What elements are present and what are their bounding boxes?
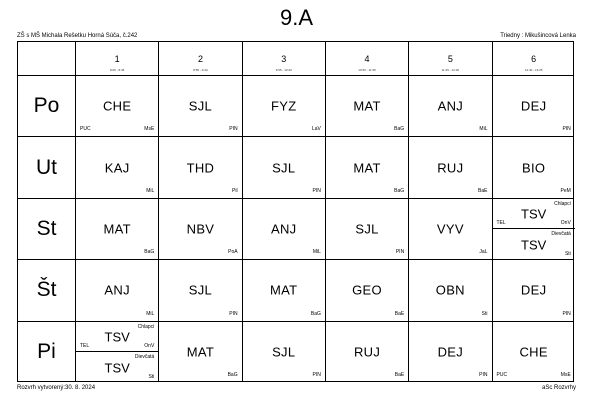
teacher-code: BaE xyxy=(394,310,405,317)
subject-code: DEJ xyxy=(520,282,547,298)
teacher-code: MsE xyxy=(560,371,571,378)
period-header xyxy=(325,42,408,75)
subject-code: BIO xyxy=(522,160,546,176)
subject-code: CHE xyxy=(102,98,132,114)
subject-code: MAT xyxy=(353,160,381,176)
teacher-code: BaG xyxy=(394,126,405,133)
day-cell xyxy=(18,199,75,259)
teacher-code: MiL xyxy=(146,187,155,194)
subject-code: NBV xyxy=(186,221,215,237)
day-name: Št xyxy=(36,278,57,302)
teacher-code: PIN xyxy=(229,126,238,133)
period-number: 5 xyxy=(447,54,453,64)
lesson-cell xyxy=(492,322,575,382)
period-header xyxy=(158,42,241,75)
subject-code: TSV xyxy=(104,360,130,376)
room-code: PUC xyxy=(496,371,508,378)
room-code: TEL xyxy=(496,219,506,226)
subject-code: VYV xyxy=(436,221,464,237)
lesson-cell xyxy=(492,137,575,197)
period-time: 8:00 - 8:45 xyxy=(109,68,125,72)
period-header xyxy=(408,42,491,75)
subject-code: CHE xyxy=(519,344,548,360)
group-name: Dievčatá xyxy=(134,353,155,360)
group-lesson-bottom xyxy=(76,352,158,382)
teacher-code: MiL xyxy=(146,310,155,317)
subject-code: TSV xyxy=(521,237,547,253)
subject-code: DEJ xyxy=(520,98,547,114)
group-name: Chlapci xyxy=(554,200,571,207)
teacher-code: BaG xyxy=(227,371,238,378)
lesson-cell xyxy=(242,137,325,197)
subject-code: RUJ xyxy=(353,344,381,360)
teacher-code: PIN xyxy=(479,371,488,378)
lesson-cell xyxy=(325,137,408,197)
group-name: Chlapci xyxy=(137,323,155,330)
subject-code: KAJ xyxy=(104,160,130,176)
day-cell xyxy=(18,322,75,382)
teacher-code: PoA xyxy=(228,249,238,256)
teacher-code: PIN xyxy=(229,310,238,317)
lesson-cell xyxy=(408,76,491,136)
subject-code: ANJ xyxy=(437,98,464,114)
lesson-cell xyxy=(492,199,575,259)
lesson-cell xyxy=(242,76,325,136)
day-row xyxy=(18,75,573,136)
school-name: ZŠ s MŠ Michala Rešetku Horná Súča, č.242 xyxy=(17,33,138,39)
subject-code: SJL xyxy=(272,344,296,360)
teacher-code: MiL xyxy=(479,126,488,133)
subject-code: TSV xyxy=(521,206,547,222)
subject-code: SJL xyxy=(272,160,296,176)
period-number: 2 xyxy=(197,54,203,64)
lesson-cell xyxy=(158,199,241,259)
lesson-cell xyxy=(408,137,491,197)
day-cell xyxy=(18,260,75,320)
teacher-code: OnV xyxy=(144,342,155,349)
subject-code: OBN xyxy=(435,282,465,298)
teacher-code: BaE xyxy=(394,371,405,378)
teacher-code: BaE xyxy=(478,187,488,194)
group-lesson-top xyxy=(493,199,575,229)
room-code: TEL xyxy=(80,342,90,349)
lesson-cell xyxy=(325,76,408,136)
group-lesson-bottom xyxy=(493,229,575,259)
lesson-cell xyxy=(158,137,241,197)
period-time: 9:55 - 10:40 xyxy=(275,68,292,72)
teacher-code: BaG xyxy=(310,310,321,317)
timetable-grid xyxy=(17,41,574,382)
class-teacher: Triedny : Mikušincová Lenka xyxy=(500,33,576,39)
room-code: PUC xyxy=(80,126,91,133)
lesson-cell xyxy=(325,260,408,320)
lesson-cell xyxy=(325,199,408,259)
subject-code: MAT xyxy=(103,221,131,237)
subject-code: SJL xyxy=(188,98,213,114)
day-row xyxy=(18,136,573,197)
header-row xyxy=(18,42,573,75)
lesson-cell xyxy=(242,322,325,382)
lesson-cell xyxy=(492,76,575,136)
subject-code: SJL xyxy=(188,282,213,298)
subject-code: MAT xyxy=(353,98,381,114)
teacher-code: PIN xyxy=(312,371,321,378)
corner-cell xyxy=(18,42,75,75)
day-cell xyxy=(18,76,75,136)
subject-code: MAT xyxy=(186,344,215,360)
lesson-cell xyxy=(492,260,575,320)
lesson-cell xyxy=(75,260,158,320)
teacher-code: PIN xyxy=(395,249,405,256)
software-credit: aSc Rozvrhy xyxy=(541,385,576,391)
teacher-code: BaG xyxy=(394,187,405,194)
teacher-code: PeM xyxy=(560,187,571,194)
subject-code: THD xyxy=(186,160,215,176)
lesson-cell xyxy=(75,76,158,136)
subject-code: GEO xyxy=(352,282,382,298)
subject-code: DEJ xyxy=(437,344,464,360)
period-time: 11:45 - 12:30 xyxy=(441,68,460,72)
lesson-cell xyxy=(158,322,241,382)
teacher-code: Sti xyxy=(481,310,488,317)
period-header xyxy=(75,42,158,75)
subject-code: TSV xyxy=(104,329,130,345)
lesson-cell xyxy=(158,260,241,320)
lesson-cell xyxy=(75,322,158,382)
period-time: 10:50 - 11:35 xyxy=(358,68,376,72)
teacher-code: Sti xyxy=(564,251,571,258)
teacher-code: Pil xyxy=(232,187,238,194)
day-row xyxy=(18,321,573,382)
page-title: 9.A xyxy=(279,5,314,30)
teacher-code: JaL xyxy=(479,249,488,256)
lesson-cell xyxy=(325,322,408,382)
day-cell xyxy=(18,137,75,197)
teacher-code: Sti xyxy=(148,373,155,380)
teacher-code: MiL xyxy=(312,249,321,256)
lesson-cell xyxy=(408,322,491,382)
teacher-code: LaV xyxy=(311,126,321,133)
teacher-code: BaG xyxy=(144,249,155,256)
day-row xyxy=(18,259,573,320)
lesson-cell xyxy=(242,260,325,320)
period-time: 8:55 - 9:40 xyxy=(193,68,208,72)
teacher-code: PIN xyxy=(312,187,321,194)
subject-code: ANJ xyxy=(271,221,297,237)
subject-code: RUJ xyxy=(437,160,464,176)
period-number: 1 xyxy=(114,54,120,64)
period-header xyxy=(492,42,575,75)
lesson-cell xyxy=(408,199,491,259)
subject-code: ANJ xyxy=(104,282,130,298)
subject-code: MAT xyxy=(270,282,298,298)
lesson-cell xyxy=(158,76,241,136)
lesson-cell xyxy=(242,199,325,259)
period-number: 6 xyxy=(531,54,537,64)
day-name: Pi xyxy=(37,339,56,363)
teacher-code: PIN xyxy=(562,126,571,133)
group-name: Dievčatá xyxy=(551,231,571,237)
lesson-cell xyxy=(75,199,158,259)
day-row xyxy=(18,198,573,259)
group-lesson-top xyxy=(76,322,158,352)
lesson-cell xyxy=(408,260,491,320)
subject-code: FYZ xyxy=(271,98,297,114)
teacher-code: OnV xyxy=(560,219,571,226)
period-number: 4 xyxy=(364,54,370,64)
day-name: St xyxy=(36,216,57,240)
period-number: 3 xyxy=(281,54,287,64)
created-date: Rozvrh vytvorený:30. 8. 2024 xyxy=(17,385,96,391)
teacher-code: PIN xyxy=(562,310,571,317)
lesson-cell xyxy=(75,137,158,197)
period-header xyxy=(242,42,325,75)
day-name: Ut xyxy=(36,155,57,179)
period-time: 12:40 - 13:25 xyxy=(524,68,543,72)
teacher-code: MsE xyxy=(144,126,155,133)
subject-code: SJL xyxy=(355,221,379,237)
day-name: Po xyxy=(33,94,60,118)
